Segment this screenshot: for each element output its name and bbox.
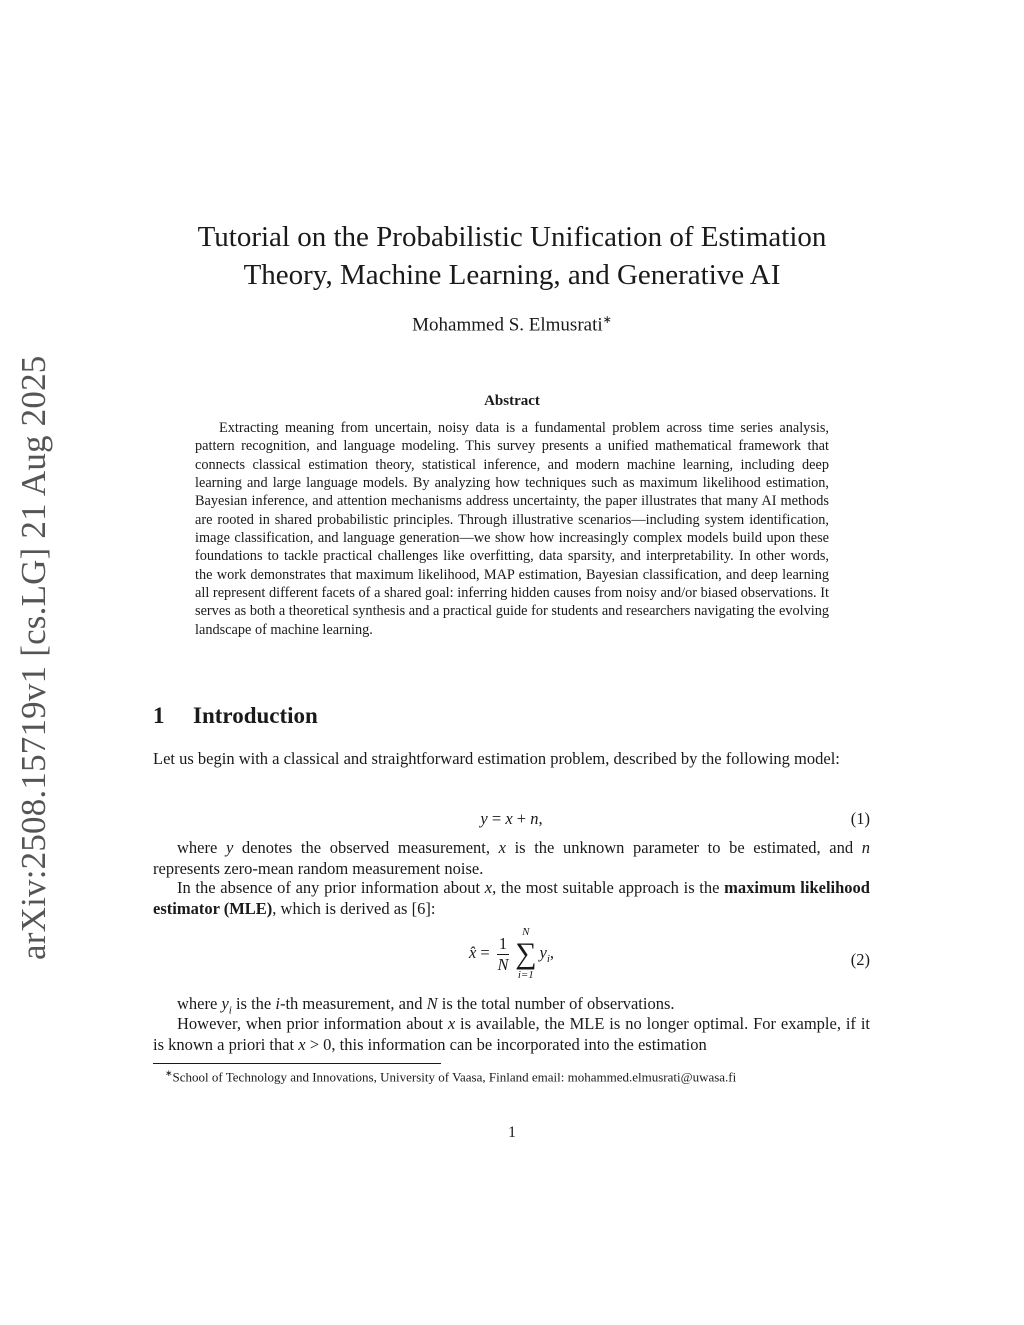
- eq1-equals: =: [487, 809, 506, 828]
- p3-text-3: , which is derived as [6]:: [272, 898, 436, 918]
- p4-text-2: is the: [231, 994, 276, 1013]
- eq2-summation: [515, 926, 536, 982]
- eq2-y: y: [539, 942, 547, 962]
- p2-text-1: where: [177, 838, 226, 857]
- p2-var-n: n: [861, 838, 870, 857]
- p5-var-x: x: [447, 1014, 456, 1033]
- author-name: Mohammed S. Elmusrati: [412, 314, 603, 336]
- abstract-heading: Abstract: [484, 393, 540, 409]
- intro-paragraph-3: [153, 878, 870, 919]
- p3-text-2: , the most suitable approach is the: [492, 878, 725, 897]
- eq1-x: x: [505, 809, 513, 828]
- eq2-xhat: x̂: [468, 942, 477, 962]
- arxiv-identifier-stamp: arXiv:2508.15719v1 [cs.LG] 21 Aug 2025: [14, 355, 53, 960]
- p4-var-i: i: [275, 994, 280, 1013]
- equation-2: [153, 926, 870, 990]
- p5-var-x-2: x: [298, 1034, 306, 1054]
- p2-text-3: is the unknown parameter to be estimated, and: [505, 838, 862, 857]
- p4-var-y-sub: i: [228, 1004, 232, 1017]
- sigma-icon: ∑: [515, 937, 537, 970]
- p4-text-4: is the total number of observations.: [437, 994, 675, 1013]
- p3-bold-mle: maximum likelihood estimator (MLE): [153, 878, 870, 918]
- paper-title: [150, 218, 874, 294]
- section-heading-introduction: [153, 703, 318, 729]
- title-line-1: Tutorial on the Probabilistic Unification of Estimation: [197, 221, 827, 253]
- p5-text-3: > 0, this information can be incorporated into the estimation: [305, 1034, 707, 1054]
- p5-text-1: However, when prior information about: [177, 1014, 448, 1033]
- eq2-y-subscript: i: [546, 953, 550, 966]
- p4-text-3: -th measurement, and: [279, 994, 427, 1013]
- p4-text-1: where: [177, 994, 222, 1013]
- equation-1-number: (1): [850, 809, 870, 828]
- intro-paragraph-2: [153, 838, 870, 879]
- p4-var-y: y: [221, 994, 229, 1013]
- p5-text-2: is available, the MLE is no longer optimal. For example, if it is known a priori that: [153, 1014, 870, 1054]
- p4-var-N: N: [426, 994, 438, 1013]
- section-title: Introduction: [193, 703, 318, 728]
- p2-var-y: y: [225, 838, 234, 857]
- p2-text-4: represents zero-mean random measurement noise.: [153, 858, 484, 878]
- footnote-rule: [153, 1063, 441, 1064]
- eq2-sum-lower: i=1: [517, 969, 534, 981]
- equation-2-number: (2): [850, 950, 870, 969]
- equation-2-body: [153, 926, 870, 982]
- p2-var-x: x: [498, 838, 506, 857]
- title-line-2: Theory, Machine Learning, and Generative AI: [243, 259, 781, 291]
- section-number: 1: [153, 703, 165, 728]
- eq1-plus: +: [512, 809, 531, 828]
- p3-var-x: x: [484, 878, 493, 897]
- page-number: 1: [508, 1124, 516, 1141]
- author-line: [150, 313, 874, 336]
- eq1-comma: ,: [538, 809, 543, 828]
- equation-1-body: [153, 809, 870, 829]
- footnote: [165, 1068, 736, 1085]
- eq2-equals: =: [476, 942, 494, 962]
- eq1-y: y: [480, 809, 488, 828]
- p2-text-2: denotes the observed measurement,: [233, 838, 499, 857]
- eq2-fraction: [497, 934, 509, 975]
- intro-paragraph-5: [153, 1014, 870, 1055]
- eq2-comma: ,: [549, 942, 555, 962]
- eq2-denominator: N: [497, 954, 509, 974]
- author-footnote-mark: ∗: [602, 314, 612, 326]
- eq2-sum-upper: N: [522, 926, 530, 938]
- abstract-text: Extracting meaning from uncertain, noisy data is a fundamental problem across time series analysis, pattern recognition, and language modeling. This survey presents a unified mathematical framework that connects classical estimation theory, statistical inference, and modern machine learning, including deep learning and large language models. By analyzing how techniques such as maximum likelihood estimation, Bayesian inference, and attention mechanisms address uncertainty, the paper illustrates that many AI methods are rooted in shared probabilistic principles. Through illustrative scenarios—including system identification, image classification, and language generation—we show how increasingly complex models build upon these foundations to tackle practical challenges like overfitting, data sparsity, and interpretability. In other words, the work demonstrates that maximum likelihood, MAP estimation, Bayesian classification, and deep learning all represent different facets of a shared goal: inferring hidden causes from noisy and/or biased observations. It serves as both a theoretical synthesis and a practical guide for students and researchers navigating the evolving landscape of machine learning.: [195, 420, 829, 638]
- footnote-mark: ∗: [165, 1068, 173, 1078]
- eq1-n: n: [530, 809, 539, 828]
- footnote-text: School of Technology and Innovations, University of Vaasa, Finland email: mohammed.elmusrati@uwasa.fi: [172, 1069, 737, 1085]
- intro-paragraph-1: Let us begin with a classical and straightforward estimation problem, described by the following model:: [153, 749, 840, 768]
- p3-text-1: In the absence of any prior information about: [177, 878, 485, 897]
- eq2-numerator: 1: [498, 933, 508, 953]
